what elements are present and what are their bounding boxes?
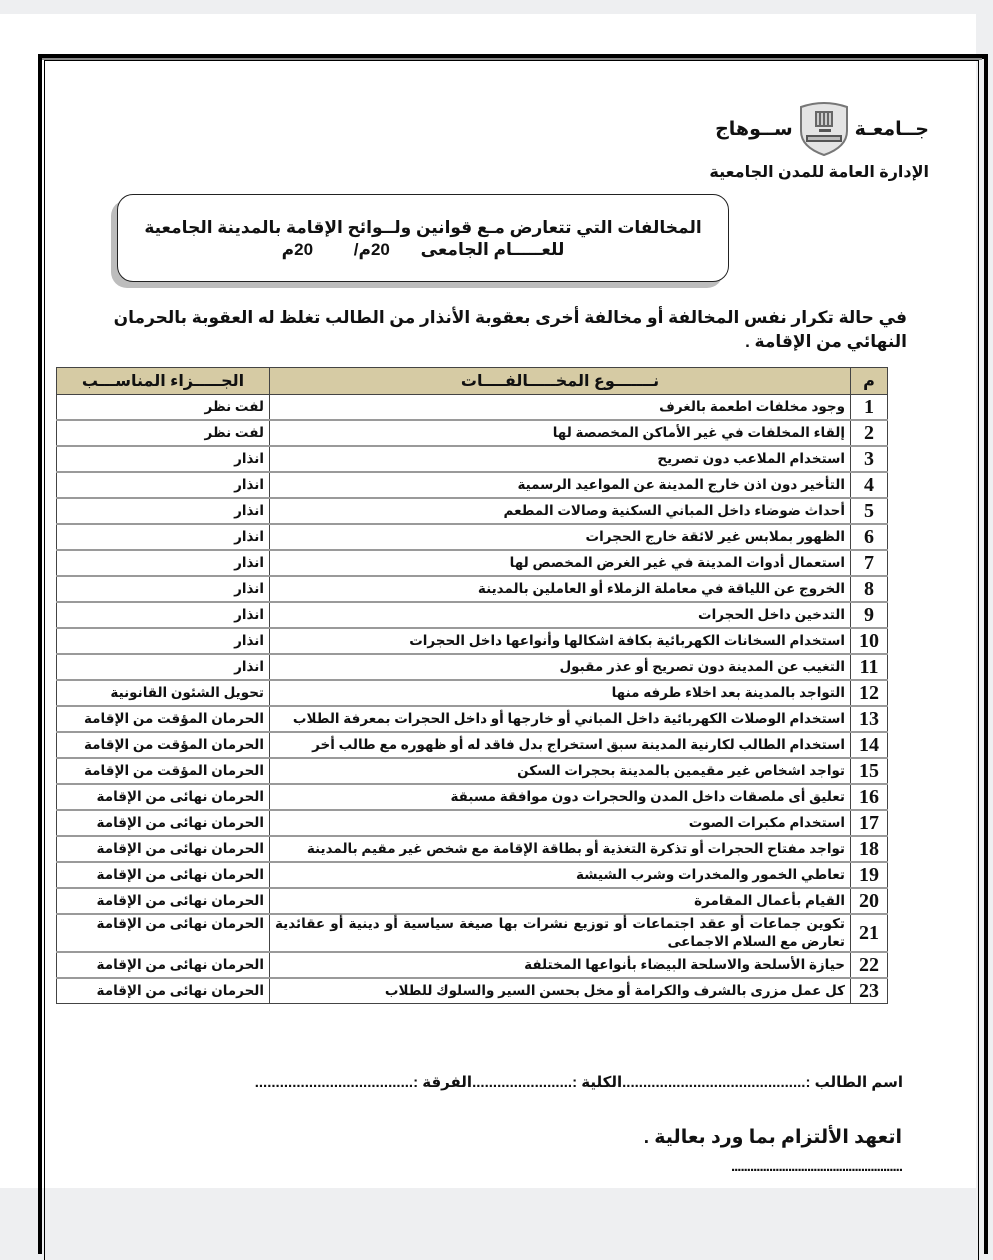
table-row — [57, 978, 888, 1004]
violation-description: التواجد بالمدينة بعد اخلاء طرفه منها — [270, 680, 851, 706]
table-row — [57, 706, 888, 732]
department-name: الإدارة العامة للمدن الجامعية — [709, 164, 929, 181]
violation-description: الخروج عن اللياقة في معاملة الزملاء أو العاملين بالمدينة — [270, 576, 851, 602]
table-row — [57, 395, 888, 421]
title-box — [117, 194, 729, 282]
penalty: انذار — [57, 524, 270, 550]
violations-table — [56, 367, 888, 1004]
penalty: انذار — [57, 550, 270, 576]
penalty: الحرمان نهائى من الإقامة — [57, 862, 270, 888]
table-row — [57, 810, 888, 836]
table-row — [57, 446, 888, 472]
penalty: الحرمان نهائى من الإقامة — [57, 888, 270, 914]
penalty: لفت نظر — [57, 420, 270, 446]
violation-description: تعليق أى ملصقات داخل المدن والحجرات دون موافقة مسبقة — [270, 784, 851, 810]
row-number: 14 — [851, 732, 888, 758]
table-row — [57, 654, 888, 680]
academic-year-from: 20م/ — [353, 240, 390, 259]
violation-description: استخدام السخانات الكهربائية بكافة اشكالها وأنواعها داخل الحجرات — [270, 628, 851, 654]
university-shield-logo-icon — [797, 101, 851, 157]
row-number: 4 — [851, 472, 888, 498]
table-row — [57, 732, 888, 758]
table-row — [57, 758, 888, 784]
row-number: 18 — [851, 836, 888, 862]
violation-description: استخدام الطالب لكارنية المدينة سبق استخراج بدل فاقد له أو ظهوره مع طالب أخر — [270, 732, 851, 758]
penalty: الحرمان نهائى من الإقامة — [57, 810, 270, 836]
row-number: 7 — [851, 550, 888, 576]
row-number: 16 — [851, 784, 888, 810]
violation-description: القيام بأعمال المقامرة — [270, 888, 851, 914]
row-number: 13 — [851, 706, 888, 732]
table-row — [57, 836, 888, 862]
violation-description: حيازة الأسلحة والاسلحة البيضاء بأنواعها المختلفة — [270, 952, 851, 978]
repeat-violation-notice: في حالة تكرار نفس المخالفة أو مخالفة أخرى بعقوبة الأنذار من الطالب تغلظ له العقوبة بالحرمان النهائي من الإقامة . — [113, 308, 907, 351]
table-row — [57, 784, 888, 810]
letterhead — [629, 100, 929, 182]
violation-description: التغيب عن المدينة دون تصريح أو عذر مقبول — [270, 654, 851, 680]
row-number: 5 — [851, 498, 888, 524]
violation-description: وجود مخلفات اطعمة بالغرف — [270, 395, 851, 421]
row-number: 11 — [851, 654, 888, 680]
document-title: المخالفات التي تتعارض مـع قوانين ولــوائح الإقامة بالمدينة الجامعية — [144, 218, 702, 237]
violation-description: أحداث ضوضاء داخل المباني السكنية وصالات المطعم — [270, 498, 851, 524]
violation-description: استخدام مكبرات الصوت — [270, 810, 851, 836]
academic-year-line — [118, 239, 728, 261]
table-row — [57, 550, 888, 576]
header-penalty: الجـــــزاء المناســـب — [57, 368, 270, 395]
violation-description: استخدام الوصلات الكهربائية داخل المباني أو خارجها أو داخل الحجرات بمعرفة الطلاب — [270, 706, 851, 732]
penalty: الحرمان نهائى من الإقامة — [57, 914, 270, 952]
row-number: 9 — [851, 602, 888, 628]
penalty: الحرمان المؤقت من الإقامة — [57, 732, 270, 758]
violation-description: إلقاء المخلفات في غير الأماكن المخصصة لها — [270, 420, 851, 446]
violation-description: استخدام الملاعب دون تصريح — [270, 446, 851, 472]
violation-description: كل عمل مزرى بالشرف والكرامة أو مخل بحسن السير والسلوك للطلاب — [270, 978, 851, 1004]
row-number: 3 — [851, 446, 888, 472]
academic-year-to: 20م — [281, 240, 314, 259]
violation-description: تعاطي الخمور والمخدرات وشرب الشيشة — [270, 862, 851, 888]
row-number: 22 — [851, 952, 888, 978]
violation-description: استعمال أدوات المدينة في غير الغرض المخصص لها — [270, 550, 851, 576]
table-row — [57, 914, 888, 952]
table-row — [57, 888, 888, 914]
row-number: 12 — [851, 680, 888, 706]
table-row — [57, 952, 888, 978]
row-number: 8 — [851, 576, 888, 602]
row-number: 21 — [851, 914, 888, 952]
penalty: الحرمان المؤقت من الإقامة — [57, 758, 270, 784]
row-number: 15 — [851, 758, 888, 784]
penalty: الحرمان نهائى من الإقامة — [57, 784, 270, 810]
header-violation-type: نـــــــوع المخـــــالفــــات — [270, 368, 851, 395]
row-number: 2 — [851, 420, 888, 446]
faculty-label: الكلية : — [572, 1074, 623, 1091]
penalty: انذار — [57, 654, 270, 680]
violation-description: التأخير دون اذن خارج المدينة عن المواعيد الرسمية — [270, 472, 851, 498]
violation-description: تواجد اشخاص غير مقيمين بالمدينة بحجرات السكن — [270, 758, 851, 784]
pledge-statement: اتعهد الألتزام بما ورد بعالية . — [643, 1127, 902, 1148]
table-row — [57, 628, 888, 654]
table-row — [57, 602, 888, 628]
penalty: تحويل الشئون القانونية — [57, 680, 270, 706]
violation-description: الظهور بملابس غير لائقة خارج الحجرات — [270, 524, 851, 550]
penalty: الحرمان نهائى من الإقامة — [57, 836, 270, 862]
row-number: 20 — [851, 888, 888, 914]
penalty: الحرمان المؤقت من الإقامة — [57, 706, 270, 732]
faculty-field[interactable]: ........................ — [472, 1074, 573, 1091]
penalty: الحرمان نهائى من الإقامة — [57, 952, 270, 978]
penalty: انذار — [57, 498, 270, 524]
academic-year-label: للعـــــام الجامعى — [420, 240, 565, 259]
penalty: الحرمان نهائى من الإقامة — [57, 978, 270, 1004]
penalty: انذار — [57, 628, 270, 654]
row-number: 23 — [851, 978, 888, 1004]
penalty: انذار — [57, 446, 270, 472]
row-number: 10 — [851, 628, 888, 654]
university-name-part1: جــامعـة — [854, 118, 929, 140]
row-number: 1 — [851, 395, 888, 421]
penalty: انذار — [57, 576, 270, 602]
student-info-form — [95, 1073, 903, 1091]
violation-description: التدخين داخل الحجرات — [270, 602, 851, 628]
header-number: م — [851, 368, 888, 395]
university-name — [629, 100, 929, 158]
table-row — [57, 420, 888, 446]
table-row — [57, 680, 888, 706]
row-number: 6 — [851, 524, 888, 550]
table-row — [57, 472, 888, 498]
year-field[interactable]: ...................................... — [254, 1074, 414, 1091]
year-label: الفرقة : — [413, 1074, 473, 1091]
row-number: 17 — [851, 810, 888, 836]
table-header-row — [57, 368, 888, 395]
signature-field[interactable]: ...................................................... — [730, 1158, 902, 1175]
table-row — [57, 498, 888, 524]
university-name-part2: ســوهاج — [715, 118, 793, 140]
violation-description: تواجد مفتاح الحجرات أو تذكرة التغذية أو بطاقة الإقامة مع شخص غير مقيم بالمدينة — [270, 836, 851, 862]
row-number: 19 — [851, 862, 888, 888]
violation-description: تكوين جماعات أو عقد اجتماعات أو توزيع نشرات بها صيغة سياسية أو دينية أو عقائدية تعارض مع السلام الاجماعى — [270, 914, 851, 952]
penalty: لفت نظر — [57, 395, 270, 421]
penalty: انذار — [57, 472, 270, 498]
student-name-field[interactable]: ............................................ — [622, 1074, 806, 1091]
table-row — [57, 524, 888, 550]
penalty: انذار — [57, 602, 270, 628]
table-row — [57, 576, 888, 602]
student-name-label: اسم الطالب : — [805, 1074, 903, 1091]
table-row — [57, 862, 888, 888]
